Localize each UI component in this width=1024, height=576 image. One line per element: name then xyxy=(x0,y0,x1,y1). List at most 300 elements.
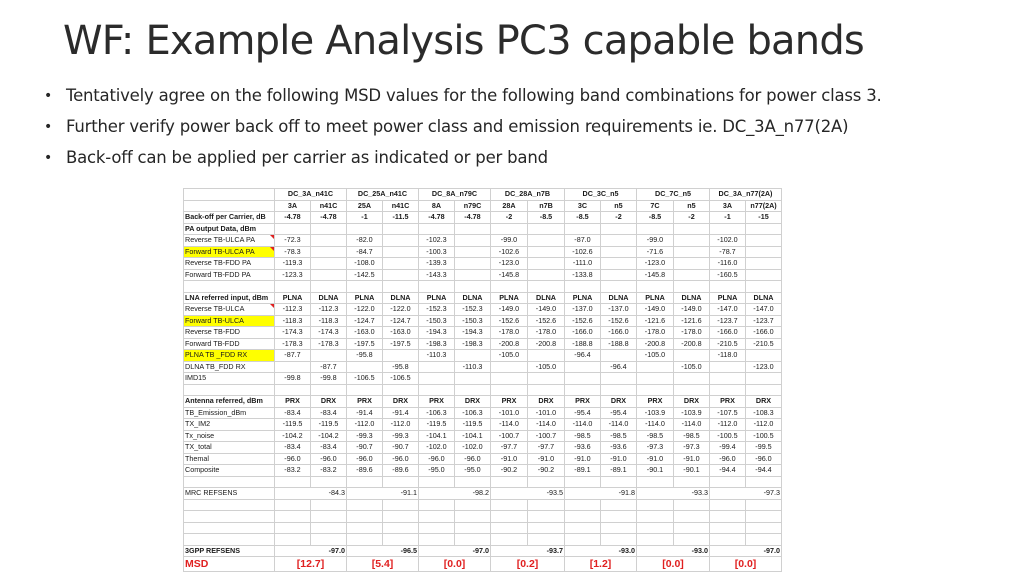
group-value-cell: -93.5 xyxy=(491,488,565,500)
empty-cell xyxy=(674,534,710,546)
value-cell: -102.6 xyxy=(565,246,601,258)
value-cell: -143.3 xyxy=(419,269,455,281)
empty-cell xyxy=(383,534,419,546)
value-cell xyxy=(383,350,419,362)
empty-cell xyxy=(528,534,565,546)
value-cell: -96.4 xyxy=(601,361,637,373)
value-cell: -197.5 xyxy=(347,338,383,350)
value-cell: -71.6 xyxy=(637,246,674,258)
group-value-cell: [0.0] xyxy=(710,557,782,572)
empty-cell xyxy=(637,522,674,534)
value-cell: -106.3 xyxy=(419,407,455,419)
value-cell: PLNA xyxy=(275,292,311,304)
value-cell xyxy=(674,246,710,258)
value-cell: -198.3 xyxy=(419,338,455,350)
value-cell: -163.0 xyxy=(347,327,383,339)
value-cell: -142.5 xyxy=(347,269,383,281)
group-value-cell: -91.8 xyxy=(565,488,637,500)
value-cell: -99.8 xyxy=(311,373,347,385)
empty-cell xyxy=(184,522,275,534)
value-cell: -152.6 xyxy=(601,315,637,327)
value-cell: -174.3 xyxy=(275,327,311,339)
empty-cell xyxy=(419,223,455,235)
value-cell: -91.0 xyxy=(601,453,637,465)
empty-cell xyxy=(455,534,491,546)
group-value-cell: -93.0 xyxy=(637,545,710,557)
value-cell: -178.0 xyxy=(674,327,710,339)
value-cell: DLNA xyxy=(455,292,491,304)
band-header: 25A xyxy=(347,200,383,212)
value-cell xyxy=(528,246,565,258)
antenna-row xyxy=(184,407,782,419)
value-cell xyxy=(746,269,782,281)
value-cell xyxy=(455,269,491,281)
value-cell: -105.0 xyxy=(491,350,528,362)
empty-cell xyxy=(674,281,710,293)
empty-cell xyxy=(674,384,710,396)
value-cell: -114.0 xyxy=(565,419,601,431)
value-cell: -105.0 xyxy=(528,361,565,373)
empty-cell xyxy=(184,534,275,546)
empty-cell xyxy=(710,534,746,546)
value-cell: -105.0 xyxy=(637,350,674,362)
value-cell: DRX xyxy=(383,396,419,408)
value-cell: PLNA xyxy=(710,292,746,304)
value-cell: -178.0 xyxy=(528,327,565,339)
value-cell: DRX xyxy=(455,396,491,408)
empty-cell xyxy=(601,281,637,293)
value-cell: -97.7 xyxy=(528,442,565,454)
row-label: MSD xyxy=(184,557,275,572)
value-cell: -178.3 xyxy=(311,338,347,350)
empty-cell xyxy=(528,511,565,523)
value-cell: -98.5 xyxy=(637,430,674,442)
empty-cell xyxy=(601,384,637,396)
empty-cell xyxy=(419,476,455,488)
value-cell: -137.0 xyxy=(601,304,637,316)
row-label: Reverse TB-FDD PA xyxy=(184,258,275,270)
empty-cell xyxy=(347,476,383,488)
row-label: PLNA TB _FDD RX xyxy=(184,350,275,362)
value-cell: -89.1 xyxy=(601,465,637,477)
value-cell: -104.2 xyxy=(311,430,347,442)
empty-cell xyxy=(455,476,491,488)
value-cell: -100.5 xyxy=(710,430,746,442)
value-cell: PLNA xyxy=(347,292,383,304)
group-value-cell: -97.0 xyxy=(710,545,782,557)
value-cell xyxy=(746,373,782,385)
value-cell: DLNA xyxy=(746,292,782,304)
empty-cell xyxy=(275,522,311,534)
band-header: 28A xyxy=(491,200,528,212)
band-combo-header: DC_8A_n79C xyxy=(419,189,491,201)
empty-cell xyxy=(311,384,347,396)
row-label: Tx_noise xyxy=(184,430,275,442)
value-cell xyxy=(383,235,419,247)
value-cell xyxy=(674,373,710,385)
value-cell xyxy=(455,235,491,247)
value-cell xyxy=(311,269,347,281)
band-header: n79C xyxy=(455,200,491,212)
empty-cell xyxy=(528,499,565,511)
value-cell xyxy=(601,258,637,270)
row-label: Reverse TB-ULCA xyxy=(184,304,275,316)
value-cell: -72.3 xyxy=(275,235,311,247)
bullet-item xyxy=(42,82,882,113)
empty-cell xyxy=(419,384,455,396)
value-cell: -188.8 xyxy=(565,338,601,350)
empty-cell xyxy=(710,223,746,235)
value-cell: -83.4 xyxy=(275,442,311,454)
value-cell xyxy=(311,350,347,362)
value-cell: -152.3 xyxy=(419,304,455,316)
empty-cell xyxy=(491,384,528,396)
value-cell: -98.5 xyxy=(674,430,710,442)
empty-cell xyxy=(419,534,455,546)
empty-cell xyxy=(275,223,311,235)
value-cell: -91.4 xyxy=(347,407,383,419)
value-cell: -174.3 xyxy=(311,327,347,339)
value-cell: -91.4 xyxy=(383,407,419,419)
value-cell: -121.6 xyxy=(674,315,710,327)
value-cell: -106.3 xyxy=(455,407,491,419)
value-cell: -4.78 xyxy=(275,212,311,224)
pa-row xyxy=(184,246,782,258)
value-cell xyxy=(491,373,528,385)
band-combo-header: DC_25A_n41C xyxy=(347,189,419,201)
value-cell: -1 xyxy=(347,212,383,224)
antenna-row xyxy=(184,442,782,454)
value-cell: -166.0 xyxy=(565,327,601,339)
value-cell: -101.0 xyxy=(528,407,565,419)
band-combo-header: DC_3A_n41C xyxy=(275,189,347,201)
value-cell: -91.0 xyxy=(528,453,565,465)
value-cell: -102.0 xyxy=(419,442,455,454)
value-cell: -96.0 xyxy=(419,453,455,465)
value-cell: -99.0 xyxy=(637,235,674,247)
empty-cell xyxy=(601,511,637,523)
empty-cell xyxy=(710,384,746,396)
value-cell: -83.4 xyxy=(311,407,347,419)
value-cell: -99.0 xyxy=(491,235,528,247)
antenna-row xyxy=(184,465,782,477)
value-cell: -95.4 xyxy=(565,407,601,419)
value-cell: -114.0 xyxy=(637,419,674,431)
value-cell: -91.0 xyxy=(565,453,601,465)
empty-cell xyxy=(383,499,419,511)
value-cell: -83.4 xyxy=(311,442,347,454)
value-cell: -160.5 xyxy=(710,269,746,281)
empty-cell xyxy=(491,476,528,488)
value-cell: -107.5 xyxy=(710,407,746,419)
pa-row xyxy=(184,235,782,247)
antenna-row xyxy=(184,419,782,431)
row-label: Antenna referred, dBm xyxy=(184,396,275,408)
value-cell: -119.5 xyxy=(455,419,491,431)
group-value-cell: -97.0 xyxy=(419,545,491,557)
group-value-cell: [0.2] xyxy=(491,557,565,572)
pa-row xyxy=(184,258,782,270)
value-cell: -97.3 xyxy=(674,442,710,454)
value-cell xyxy=(528,350,565,362)
value-cell: -106.5 xyxy=(347,373,383,385)
empty-cell xyxy=(601,534,637,546)
value-cell: -4.78 xyxy=(455,212,491,224)
row-label: Forward TB-ULCA PA xyxy=(184,246,275,258)
value-cell xyxy=(419,361,455,373)
value-cell: -95.8 xyxy=(347,350,383,362)
value-cell: -96.0 xyxy=(746,453,782,465)
band-header: 7C xyxy=(637,200,674,212)
value-cell: -78.3 xyxy=(275,246,311,258)
value-cell: -178.0 xyxy=(491,327,528,339)
lna-header-row xyxy=(184,292,782,304)
lna-row xyxy=(184,304,782,316)
value-cell: -210.5 xyxy=(710,338,746,350)
value-cell: -1 xyxy=(710,212,746,224)
group-value-cell: -93.7 xyxy=(491,545,565,557)
value-cell: -96.0 xyxy=(383,453,419,465)
value-cell: -152.6 xyxy=(491,315,528,327)
empty-cell xyxy=(528,281,565,293)
value-cell xyxy=(746,258,782,270)
value-cell: -145.8 xyxy=(637,269,674,281)
empty-cell xyxy=(455,511,491,523)
value-cell xyxy=(601,269,637,281)
group-value-cell: [0.0] xyxy=(419,557,491,572)
value-cell xyxy=(311,258,347,270)
value-cell: -83.2 xyxy=(275,465,311,477)
empty-cell xyxy=(455,384,491,396)
lna-row xyxy=(184,373,782,385)
value-cell: -4.78 xyxy=(311,212,347,224)
value-cell xyxy=(746,350,782,362)
corner-cell xyxy=(184,189,275,201)
value-cell xyxy=(601,350,637,362)
value-cell xyxy=(383,269,419,281)
group-value-cell: -97.0 xyxy=(275,545,347,557)
value-cell: -163.0 xyxy=(383,327,419,339)
value-cell: -123.3 xyxy=(275,269,311,281)
empty-cell xyxy=(347,281,383,293)
value-cell: -102.0 xyxy=(710,235,746,247)
value-cell: -78.7 xyxy=(710,246,746,258)
value-cell: -119.3 xyxy=(275,258,311,270)
empty-cell xyxy=(528,223,565,235)
value-cell: -112.3 xyxy=(275,304,311,316)
sub-header-row xyxy=(184,200,782,212)
antenna-header-row xyxy=(184,396,782,408)
value-cell xyxy=(275,361,311,373)
section-header-row xyxy=(184,223,782,235)
group-value-cell: -98.2 xyxy=(419,488,491,500)
empty-cell xyxy=(637,281,674,293)
value-cell: -87.0 xyxy=(565,235,601,247)
value-cell: -102.6 xyxy=(491,246,528,258)
value-cell: -200.8 xyxy=(491,338,528,350)
group-value-cell: [0.0] xyxy=(637,557,710,572)
value-cell: -104.1 xyxy=(419,430,455,442)
empty-cell xyxy=(710,499,746,511)
empty-cell xyxy=(455,522,491,534)
value-cell: -119.5 xyxy=(311,419,347,431)
empty-cell xyxy=(311,476,347,488)
value-cell: -90.1 xyxy=(637,465,674,477)
value-cell xyxy=(674,258,710,270)
value-cell: -110.3 xyxy=(419,350,455,362)
value-cell: -11.5 xyxy=(383,212,419,224)
value-cell: -150.3 xyxy=(419,315,455,327)
value-cell: DLNA xyxy=(383,292,419,304)
value-cell: PLNA xyxy=(565,292,601,304)
lna-row xyxy=(184,315,782,327)
value-cell: -112.3 xyxy=(311,304,347,316)
empty-cell xyxy=(311,534,347,546)
value-cell: PRX xyxy=(565,396,601,408)
empty-cell xyxy=(347,534,383,546)
band-header: n77(2A) xyxy=(746,200,782,212)
empty-cell xyxy=(491,534,528,546)
empty-cell xyxy=(347,223,383,235)
band-combo-header: DC_3A_n77(2A) xyxy=(710,189,782,201)
empty-cell xyxy=(637,476,674,488)
value-cell xyxy=(637,361,674,373)
value-cell: -122.0 xyxy=(347,304,383,316)
value-cell xyxy=(383,258,419,270)
value-cell xyxy=(311,246,347,258)
value-cell: -99.3 xyxy=(347,430,383,442)
empty-cell xyxy=(383,281,419,293)
slide-title: WF: Example Analysis PC3 capable bands xyxy=(63,18,864,64)
row-label: Composite xyxy=(184,465,275,477)
band-header: 3A xyxy=(275,200,311,212)
value-cell: -90.2 xyxy=(491,465,528,477)
value-cell: -95.0 xyxy=(419,465,455,477)
value-cell xyxy=(419,373,455,385)
group-value-cell: [12.7] xyxy=(275,557,347,572)
value-cell: -150.3 xyxy=(455,315,491,327)
lna-row xyxy=(184,350,782,362)
value-cell: -97.7 xyxy=(491,442,528,454)
empty-cell xyxy=(419,522,455,534)
value-cell: -152.3 xyxy=(455,304,491,316)
lna-row xyxy=(184,361,782,373)
value-cell: -95.0 xyxy=(455,465,491,477)
value-cell: DRX xyxy=(601,396,637,408)
value-cell: -90.7 xyxy=(383,442,419,454)
bullet-list xyxy=(42,82,882,175)
value-cell: -114.0 xyxy=(601,419,637,431)
empty-cell xyxy=(491,223,528,235)
empty-cell xyxy=(347,511,383,523)
value-cell xyxy=(565,373,601,385)
empty-cell xyxy=(565,522,601,534)
empty-cell xyxy=(601,499,637,511)
empty-cell xyxy=(311,511,347,523)
value-cell: DRX xyxy=(746,396,782,408)
group-value-cell: -96.5 xyxy=(347,545,419,557)
empty-cell xyxy=(601,223,637,235)
value-cell: -178.0 xyxy=(637,327,674,339)
empty-cell xyxy=(746,499,782,511)
value-cell: -93.6 xyxy=(565,442,601,454)
empty-cell xyxy=(746,511,782,523)
row-label: TX_total xyxy=(184,442,275,454)
bullet-dot-icon: • xyxy=(44,150,53,166)
value-cell: -124.7 xyxy=(383,315,419,327)
empty-cell xyxy=(637,534,674,546)
value-cell: PLNA xyxy=(419,292,455,304)
pa-row xyxy=(184,269,782,281)
value-cell xyxy=(674,269,710,281)
value-cell: -90.7 xyxy=(347,442,383,454)
value-cell xyxy=(746,235,782,247)
value-cell: -147.0 xyxy=(710,304,746,316)
value-cell: -96.4 xyxy=(565,350,601,362)
empty-cell xyxy=(311,522,347,534)
group-value-cell: -93.3 xyxy=(637,488,710,500)
value-cell: PRX xyxy=(491,396,528,408)
value-cell xyxy=(455,350,491,362)
value-cell: -103.9 xyxy=(674,407,710,419)
value-cell: -95.8 xyxy=(383,361,419,373)
value-cell: -96.0 xyxy=(455,453,491,465)
antenna-row xyxy=(184,453,782,465)
group-header-row xyxy=(184,189,782,201)
band-header: n7B xyxy=(528,200,565,212)
empty-cell xyxy=(565,511,601,523)
empty-cell xyxy=(311,499,347,511)
empty-cell xyxy=(347,522,383,534)
value-cell: -4.78 xyxy=(419,212,455,224)
value-cell: -152.6 xyxy=(528,315,565,327)
empty-cell xyxy=(565,281,601,293)
value-cell: -89.1 xyxy=(565,465,601,477)
value-cell: -119.5 xyxy=(275,419,311,431)
lna-row xyxy=(184,327,782,339)
group-value-cell: -93.0 xyxy=(565,545,637,557)
empty-cell xyxy=(746,522,782,534)
empty-cell xyxy=(565,499,601,511)
value-cell: -124.7 xyxy=(347,315,383,327)
value-cell xyxy=(383,246,419,258)
value-cell xyxy=(311,235,347,247)
empty-cell xyxy=(275,281,311,293)
value-cell: -166.0 xyxy=(601,327,637,339)
value-cell: DRX xyxy=(674,396,710,408)
value-cell: -93.6 xyxy=(601,442,637,454)
value-cell: -110.3 xyxy=(455,361,491,373)
value-cell: -99.5 xyxy=(746,442,782,454)
mrc-refsens-row xyxy=(184,488,782,500)
blank-row xyxy=(184,534,782,546)
value-cell xyxy=(528,258,565,270)
value-cell: -122.0 xyxy=(383,304,419,316)
empty-cell xyxy=(637,499,674,511)
empty-cell xyxy=(601,476,637,488)
value-cell: PRX xyxy=(347,396,383,408)
value-cell: -96.0 xyxy=(710,453,746,465)
value-cell: -147.0 xyxy=(746,304,782,316)
value-cell: -82.0 xyxy=(347,235,383,247)
empty-cell xyxy=(601,522,637,534)
row-label: LNA referred input, dBm xyxy=(184,292,275,304)
row-label: 3GPP REFSENS xyxy=(184,545,275,557)
blank-row xyxy=(184,511,782,523)
row-label: Back-off per Carrier, dB xyxy=(184,212,275,224)
empty-cell xyxy=(491,281,528,293)
value-cell: -99.4 xyxy=(710,442,746,454)
